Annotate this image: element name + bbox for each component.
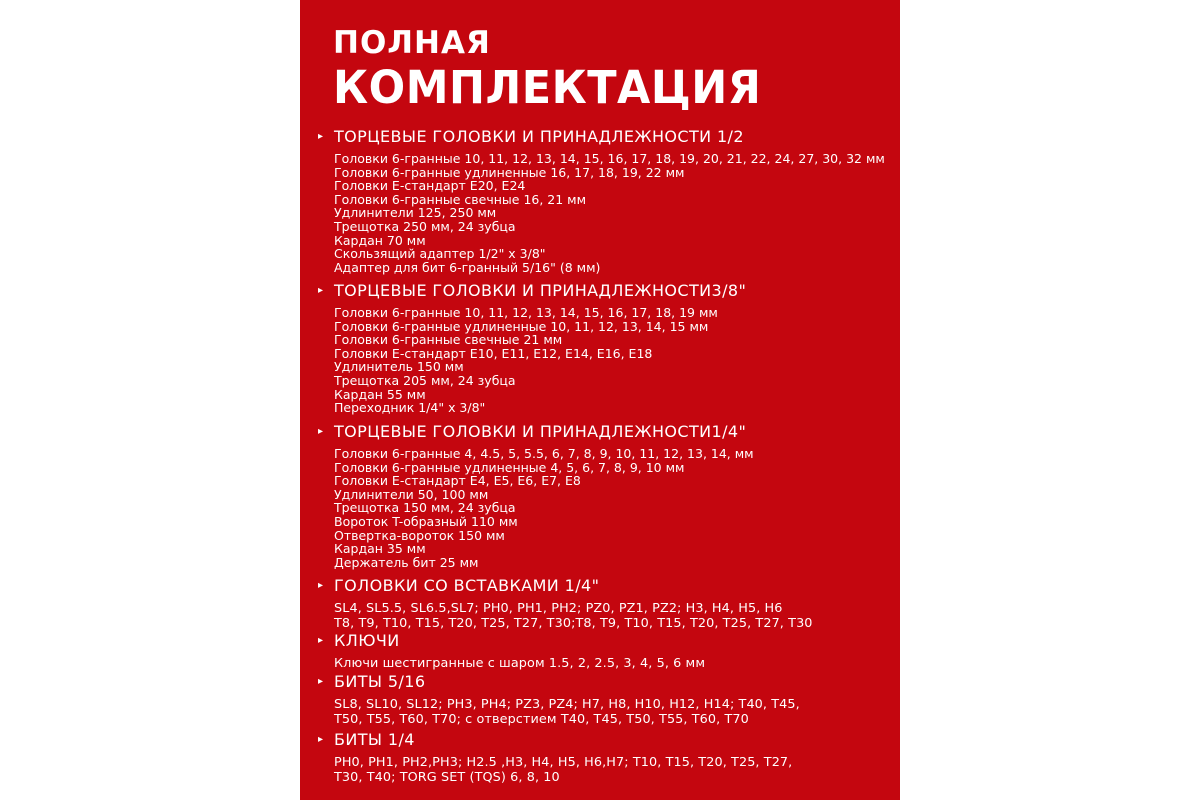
list-item: Скользящий адаптер 1/2" x 3/8": [334, 246, 546, 262]
section-heading: [318, 630, 890, 652]
list-item: Адаптер для бит 6-гранный 5/16" (8 мм): [334, 259, 601, 275]
bullet-arrow-icon: ▸: [318, 635, 324, 646]
list-item: T50, T55, T60, T70; с отверстием T40, T45, T50, T55, T60, T70: [334, 712, 749, 727]
list-item: Трещотка 250 мм, 24 зубца: [334, 218, 516, 234]
list-item: Кардан 35 мм: [334, 541, 426, 557]
list-item: Трещотка 205 мм, 24 зубца: [334, 372, 516, 388]
list-item: Кардан 55 мм: [334, 386, 426, 402]
list-item: PH0, PH1, PH2,PH3; H2.5 ,H3, H4, H5, H6,H7; T10, T15, T20, T25, T27,: [334, 755, 793, 770]
bullet-arrow-icon: ▸: [318, 580, 324, 591]
list-item: Головки 6-гранные удлиненные 10, 11, 12, 13, 14, 15 мм: [334, 318, 709, 334]
section-heading: [318, 575, 890, 597]
section-item-list: [334, 755, 890, 785]
section-item-list: [334, 306, 890, 415]
section-heading: [318, 729, 890, 751]
section-sockets-half-inch: [318, 126, 890, 274]
bullet-arrow-icon: ▸: [318, 426, 324, 437]
bullet-arrow-icon: ▸: [318, 676, 324, 687]
section-keys: [318, 630, 890, 671]
list-item: Ключи шестигранные с шаром 1.5, 2, 2.5, 3, 4, 5, 6 мм: [334, 656, 706, 671]
section-bits-five-sixteenths: [318, 671, 890, 727]
list-item: Головки 6-гранные 10, 11, 12, 13, 14, 15, 16, 17, 18, 19, 20, 21, 22, 24, 27, 30, 32 мм: [334, 151, 885, 166]
list-item: Удлинитель 150 мм: [334, 359, 464, 375]
section-bits-quarter-inch: [318, 729, 890, 785]
section-heading: [318, 126, 890, 148]
section-heading-label: ГОЛОВКИ СО ВСТАВКАМИ 1/4": [334, 576, 600, 595]
section-heading-label: ТОРЦЕВЫЕ ГОЛОВКИ И ПРИНАДЛЕЖНОСТИ1/4": [334, 422, 747, 441]
section-heading-label: БИТЫ 5/16: [334, 672, 426, 691]
equipment-poster: [300, 0, 900, 800]
section-sockets-quarter-inch: [318, 421, 890, 569]
list-item: Удлинители 125, 250 мм: [334, 205, 497, 221]
list-item: Головки E-стандарт E4, E5, E6, E7, E8: [334, 473, 581, 489]
list-item: Головки E-стандарт E10, E11, E12, E14, E16, E18: [334, 345, 653, 361]
section-heading: [318, 280, 890, 302]
list-item: Головки 6-гранные удлиненные 4, 5, 6, 7, 8, 9, 10 мм: [334, 459, 685, 475]
poster-title-line2: КОМПЛЕКТАЦИЯ: [333, 62, 762, 115]
section-heading: [318, 421, 890, 443]
list-item: Переходник 1/4" x 3/8": [334, 400, 486, 416]
list-item: SL4, SL5.5, SL6.5,SL7; PH0, PH1, PH2; PZ0, PZ1, PZ2; H3, H4, H5, H6: [334, 601, 783, 616]
section-item-list: [334, 656, 890, 671]
list-item: Вороток T-образный 110 мм: [334, 513, 518, 529]
section-item-list: [334, 152, 890, 274]
section-bit-sockets: [318, 575, 890, 631]
section-heading: [318, 671, 890, 693]
bullet-arrow-icon: ▸: [318, 285, 324, 296]
section-heading-label: ТОРЦЕВЫЕ ГОЛОВКИ И ПРИНАДЛЕЖНОСТИ3/8": [334, 281, 747, 300]
section-heading-label: КЛЮЧИ: [334, 631, 400, 650]
list-item: Трещотка 150 мм, 24 зубца: [334, 500, 516, 516]
list-item: Головки E-стандарт E20, E24: [334, 178, 526, 194]
section-sockets-three-eighths: [318, 280, 890, 415]
list-item: Головки 6-гранные свечные 16, 21 мм: [334, 191, 587, 207]
section-item-list: [334, 447, 890, 569]
list-item: SL8, SL10, SL12; PH3, PH4; PZ3, PZ4; H7, H8, H10, H12, H14; T40, T45,: [334, 697, 800, 712]
list-item: Головки 6-гранные удлиненные 16, 17, 18, 19, 22 мм: [334, 164, 685, 180]
list-item: Головки 6-гранные 4, 4.5, 5, 5.5, 6, 7, 8, 9, 10, 11, 12, 13, 14, мм: [334, 446, 754, 461]
list-item: Держатель бит 25 мм: [334, 554, 479, 570]
section-item-list: [334, 601, 890, 631]
section-heading-label: БИТЫ 1/4: [334, 730, 415, 749]
list-item: Отвертка-вороток 150 мм: [334, 527, 505, 543]
list-item: Головки 6-гранные 10, 11, 12, 13, 14, 15, 16, 17, 18, 19 мм: [334, 305, 718, 320]
section-heading-label: ТОРЦЕВЫЕ ГОЛОВКИ И ПРИНАДЛЕЖНОСТИ 1/2: [334, 127, 744, 146]
list-item: Головки 6-гранные свечные 21 мм: [334, 332, 563, 348]
list-item: T8, T9, T10, T15, T20, T25, T27, T30;T8, T9, T10, T15, T20, T25, T27, T30: [334, 616, 813, 631]
section-item-list: [334, 697, 890, 727]
list-item: Кардан 70 мм: [334, 232, 426, 248]
poster-title-line1: ПОЛНАЯ: [333, 25, 491, 61]
bullet-arrow-icon: ▸: [318, 131, 324, 142]
bullet-arrow-icon: ▸: [318, 734, 324, 745]
list-item: Удлинители 50, 100 мм: [334, 486, 489, 502]
list-item: T30, T40; TORG SET (TQS) 6, 8, 10: [334, 770, 560, 785]
